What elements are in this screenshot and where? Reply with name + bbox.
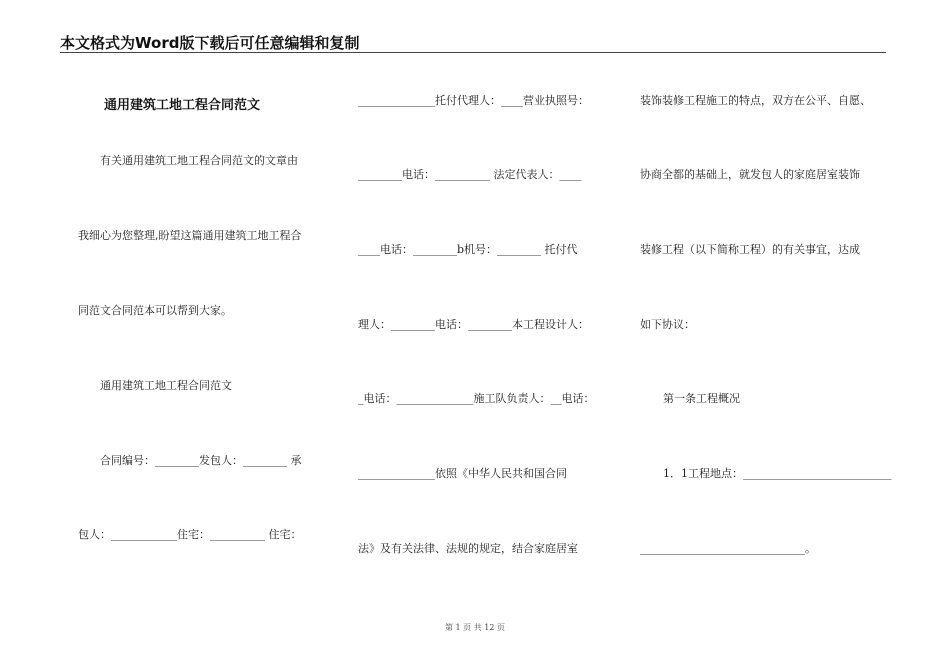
col2-line: ______________托付代理人：____营业执照号： (358, 94, 589, 107)
col3-line: 第一条工程概况 (663, 392, 740, 405)
col3-line: 1．1工程地点：___________________________ (663, 467, 892, 480)
col1-line: 合同编号：________发包人：________ 承 (100, 454, 302, 467)
document-title: 通用建筑工地工程合同范文 (104, 98, 261, 113)
col2-line: _电话：______________施工队负责人：__电话： (358, 392, 595, 405)
col2-line: ______________依照《中华人民共和国合同 (358, 467, 567, 480)
col2-line: 理人：________电话：________本工程设计人： (358, 318, 589, 331)
header-title: 本文格式为Word版下载后可任意编辑和复制 (60, 34, 360, 52)
col1-line: 包人：____________住宅：__________ 住宅： (78, 528, 302, 541)
col3-line: 装饰装修工程施工的特点，双方在公平、自愿、 (640, 94, 871, 107)
col2-line: ____电话：________b机号：________ 托付代 (358, 243, 578, 256)
col2-line: 法》及有关法律、法规的规定，结合家庭居室 (358, 542, 578, 555)
col3-line: 协商全都的基础上，就发包人的家庭居室装饰 (640, 168, 860, 181)
col2-line: ________电话：__________ 法定代表人：____ (358, 168, 582, 181)
page-header (60, 34, 886, 53)
col1-line: 通用建筑工地工程合同范文 (100, 379, 232, 392)
col1-line: 我细心为您整理,盼望这篇通用建筑工地工程合 (78, 229, 302, 242)
col1-line: 有关通用建筑工地工程合同范文的文章由 (100, 154, 298, 167)
col3-line: ______________________________。 (640, 542, 816, 555)
col3-line: 如下协议： (640, 318, 695, 331)
col3-line: 装修工程（以下简称工程）的有关事宜，达成 (640, 243, 860, 256)
col1-line: 同范文合同范本可以帮到大家。 (78, 304, 232, 317)
page-footer: 第 1 页 共 12 页 (445, 623, 505, 632)
